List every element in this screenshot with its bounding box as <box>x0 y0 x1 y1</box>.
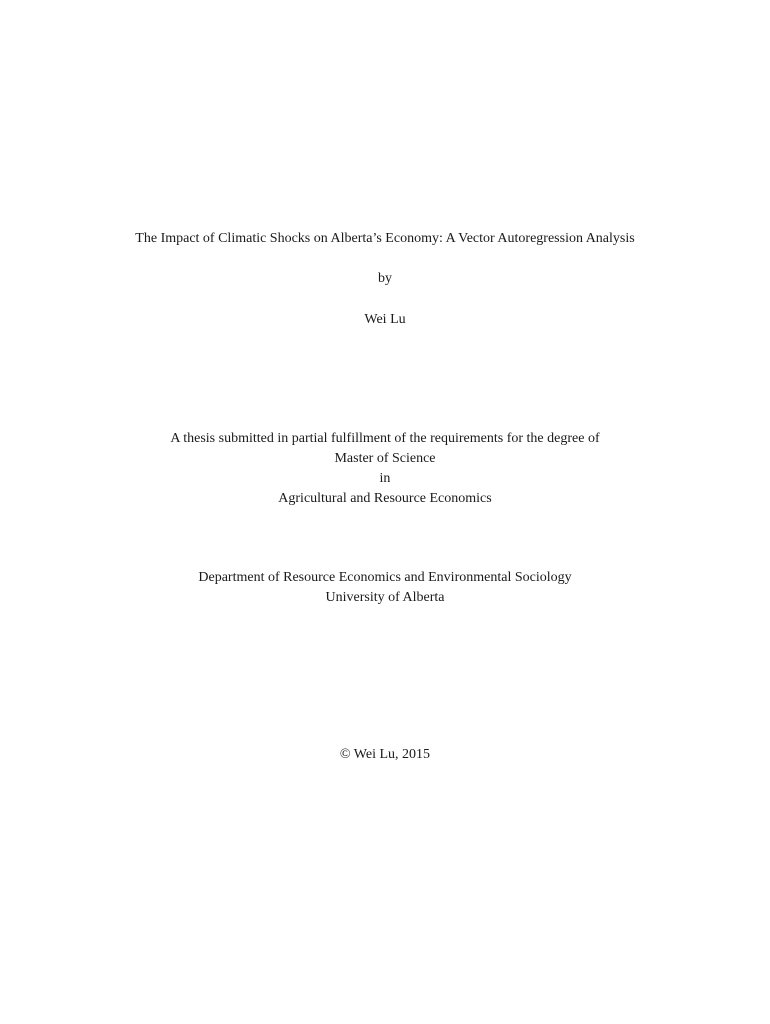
thesis-title: The Impact of Climatic Shocks on Alberta’s Economy: A Vector Autoregression Analysis <box>135 231 635 246</box>
department-name: Department of Resource Economics and Environmental Sociology <box>198 570 572 585</box>
department-block <box>0 568 770 608</box>
in-label: in <box>379 471 391 486</box>
field-of-study: Agricultural and Resource Economics <box>278 491 492 506</box>
by-label: by <box>378 271 392 286</box>
thesis-statement <box>0 429 770 509</box>
copyright-notice: © Wei Lu, 2015 <box>339 747 431 762</box>
degree-name: Master of Science <box>334 451 436 466</box>
university-name: University of Alberta <box>325 590 445 605</box>
author-name: Wei Lu <box>364 312 406 327</box>
thesis-statement-line: A thesis submitted in partial fulfillment of the requirements for the degree of <box>170 431 600 446</box>
